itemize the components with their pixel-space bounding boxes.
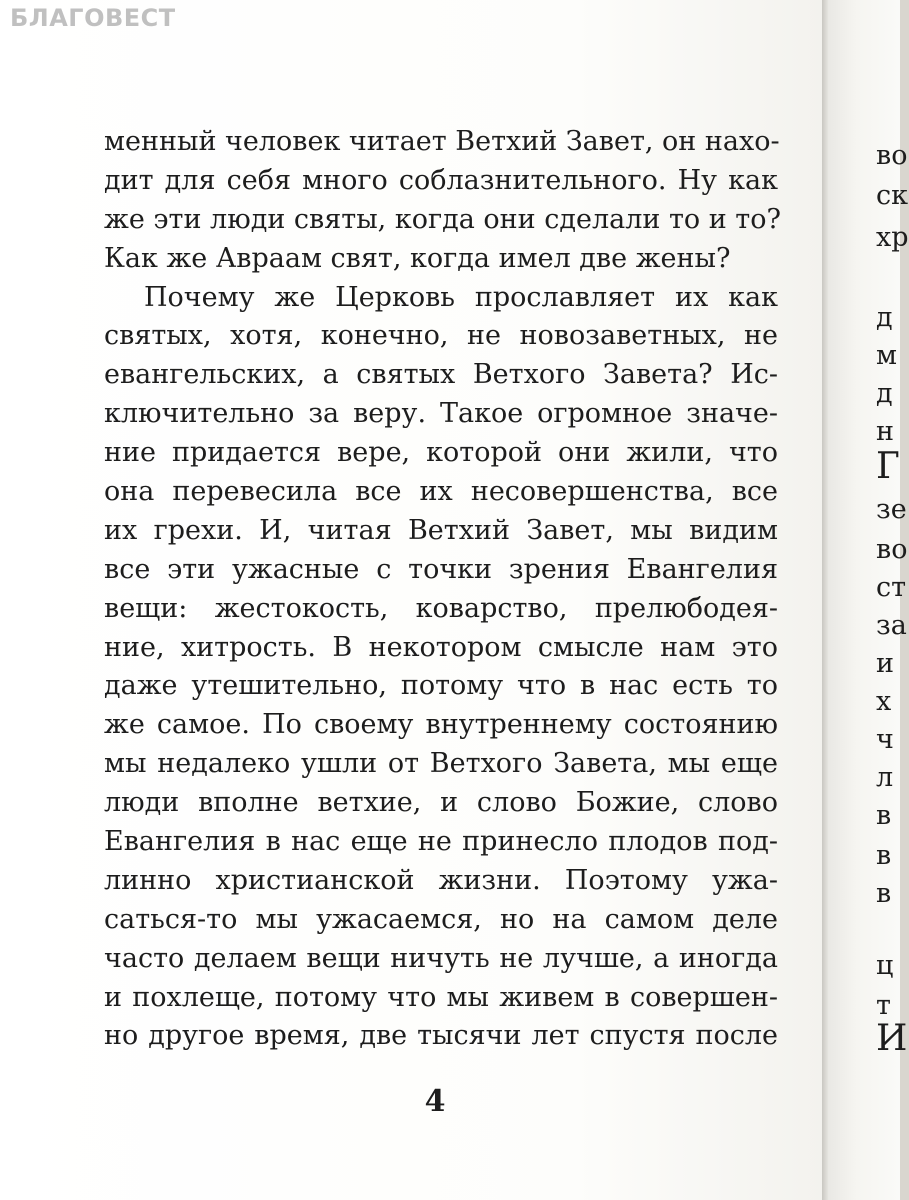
- text-line: вещи: жестокость, коварство, прелюбодея-: [104, 592, 778, 624]
- right-page-fragment: л: [876, 762, 894, 793]
- right-page-fragment: в: [876, 878, 892, 909]
- text-line: люди вполне ветхие, и слово Божие, слово: [104, 787, 778, 819]
- right-page-fragment: д: [876, 302, 893, 333]
- right-page-fragment: ст: [876, 572, 907, 603]
- text-line: их грехи. И, читая Ветхий Завет, мы видим: [104, 514, 778, 546]
- right-page-fragment: И: [876, 1018, 908, 1059]
- text-line: менный человек читает Ветхий Завет, он нахо-: [104, 126, 780, 157]
- text-line: все эти ужасные с точки зрения Евангелия: [104, 553, 778, 585]
- right-page-fragment: зе: [876, 494, 907, 525]
- text-line: Почему же Церковь прославляет их как: [144, 281, 778, 313]
- right-page-fragment: хр: [876, 222, 909, 253]
- text-line: ние, хитрость. В некотором смысле нам это: [104, 631, 778, 663]
- text-line: саться-то мы ужасаемся, но на самом деле: [104, 903, 778, 935]
- text-line: Евангелия в нас еще не принесло плодов под-: [104, 826, 778, 858]
- text-line: же самое. По своему внутреннему состоянию: [104, 709, 778, 741]
- right-page-fragment: и: [876, 648, 894, 679]
- text-line: ние придается вере, которой они жили, что: [104, 437, 778, 469]
- right-page-fragment: ч: [876, 724, 894, 755]
- text-line: она перевесила все их несовершенства, все: [104, 476, 778, 508]
- right-page-fragment: в: [876, 840, 892, 871]
- watermark: БЛАГОВЕСТ: [10, 4, 176, 32]
- right-page-fragment: м: [876, 340, 898, 371]
- right-page-fragment: н: [876, 416, 894, 447]
- right-page-fragment: Г: [876, 446, 900, 487]
- right-page: [828, 0, 909, 1200]
- text-line: но другое время, две тысячи лет спустя после: [104, 1020, 778, 1052]
- text-line: мы недалеко ушли от Ветхого Завета, мы еще: [104, 748, 778, 780]
- text-line: линно христианской жизни. Поэтому ужа-: [104, 864, 778, 896]
- text-line: Как же Авраам свят, когда имел две жены?: [104, 242, 731, 274]
- right-page-fragment: во: [876, 140, 908, 171]
- right-page-fragment: во: [876, 534, 908, 565]
- right-page-fragment: д: [876, 378, 893, 409]
- text-line: и похлеще, потому что мы живем в совершен-: [104, 981, 778, 1013]
- right-page-fragment: ц: [876, 950, 894, 981]
- right-page-fragment: х: [876, 686, 892, 717]
- right-page-fragment: т: [876, 990, 891, 1021]
- right-page-fragment: в: [876, 800, 892, 831]
- text-line: дит для себя много соблазнительного. Ну как: [104, 164, 778, 196]
- text-line: святых, хотя, конечно, не новозаветных, не: [104, 320, 778, 352]
- body-text: [104, 123, 781, 1056]
- text-line: часто делаем вещи ничуть не лучше, а иногда: [104, 942, 778, 974]
- text-line: евангельских, а святых Ветхого Завета? Ис-: [104, 359, 778, 391]
- page-number: 4: [424, 1084, 446, 1119]
- right-page-fragment: ск: [876, 180, 908, 211]
- text-line: же эти люди святы, когда они сделали то и то?: [104, 203, 781, 235]
- text-line: даже утешительно, потому что в нас есть то: [104, 670, 778, 702]
- text-line: ключительно за веру. Такое огромное значе-: [104, 398, 778, 430]
- right-page-fragment: за: [876, 610, 907, 641]
